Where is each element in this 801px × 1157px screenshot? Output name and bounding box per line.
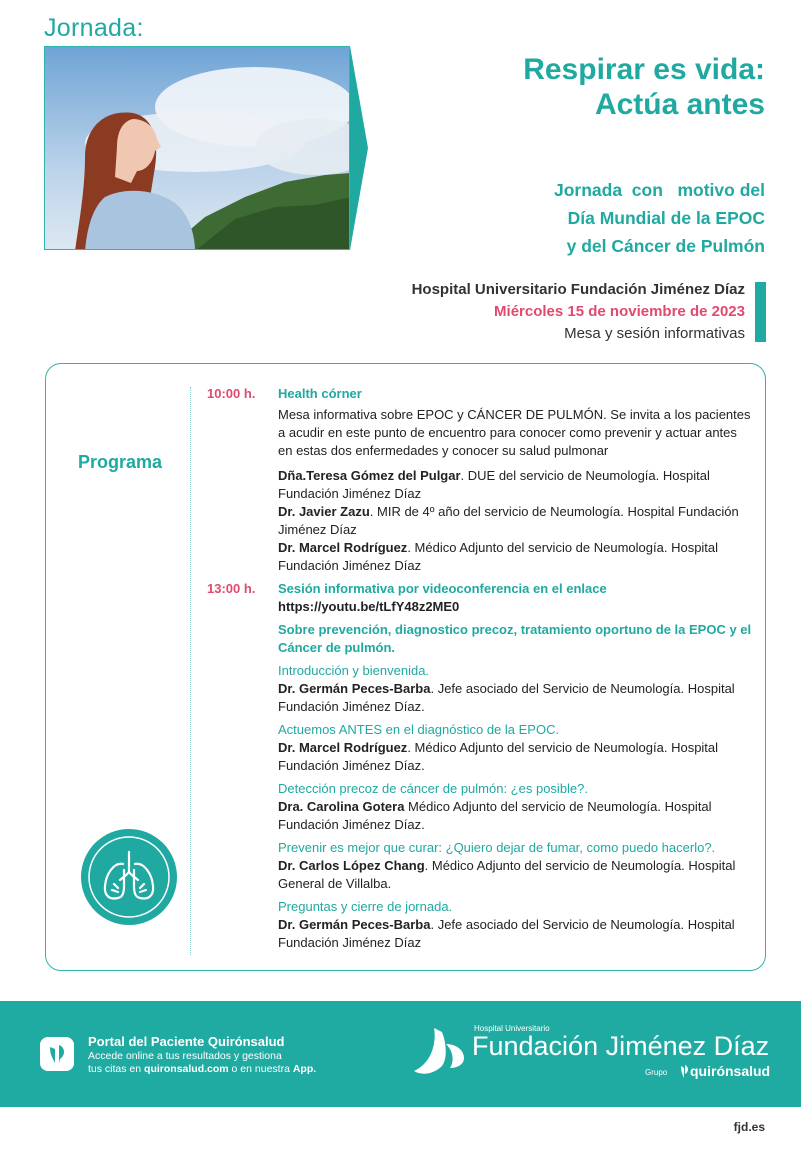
health-corner-description: Mesa informativa sobre EPOC y CÁNCER DE PULMÓN. Se invita a los pacientes a acudir en este punto de encuentro para conocer como prevenir y actuar antes en estas dos enfermedades y conocer su salud pulmonar (278, 407, 751, 458)
hero-image (44, 46, 350, 250)
youtube-link[interactable]: https://youtu.be/tLfY48z2ME0 (278, 599, 460, 614)
talk-speaker (278, 916, 754, 952)
subtitle-line-3: y del Cáncer de Pulmón (566, 236, 765, 256)
fjd-name: Fundación Jiménez Díaz (472, 1031, 770, 1061)
portal-text-part: o en nuestra (228, 1063, 293, 1075)
talk-title: Actuemos ANTES en el diagnóstico de la EPOC. (278, 722, 560, 737)
hospital-name: Hospital Universitario Fundación Jiménez Díaz (411, 281, 745, 298)
portal-app-link[interactable]: App. (292, 1063, 317, 1075)
speaker-role: Médico Adjunto del servicio de Neumología. Hospital Fundación Jiménez Díaz. (278, 799, 712, 832)
quironsalud-logo-icon (678, 1064, 690, 1080)
fjd-small-label: Hospital Universitario (474, 1024, 550, 1033)
talk-speaker (278, 739, 754, 775)
event-info (325, 279, 745, 345)
page-title (345, 52, 765, 122)
portal-text (88, 1050, 348, 1076)
portal-app-icon (40, 1037, 74, 1071)
speaker-item (278, 503, 754, 539)
talk-title: Preguntas y cierre de jornada. (278, 899, 453, 914)
speaker-role: . Jefe asociado del Servicio de Neumología. Hospital Fundación Jiménez Díaz. (278, 681, 735, 714)
programa-title: Programa (78, 452, 163, 472)
accent-bar (755, 282, 766, 342)
speaker-role: . Médico Adjunto del servicio de Neumología. Hospital Fundación Jiménez Díaz (278, 540, 719, 573)
talk-speaker (278, 857, 754, 893)
fjd-logo-icon (412, 1024, 470, 1078)
speaker-name: Dña.Teresa Gómez del Pulgar (278, 468, 461, 483)
portal-text-part: tus citas en (88, 1063, 145, 1075)
speaker-name: Dr. Germán Peces-Barba (278, 681, 431, 696)
lungs-icon (80, 828, 178, 926)
jornada-label: Jornada: (44, 14, 144, 42)
talk-title: Introducción y bienvenida. (278, 663, 430, 678)
website-link[interactable]: fjd.es (733, 1120, 765, 1134)
speaker-name: Dr. Javier Zazu (278, 504, 370, 519)
title-line-1: Respirar es vida: (523, 53, 765, 86)
talk-title: Prevenir es mejor que curar: ¿Quiero dejar de fumar, como puedo hacerlo?. (278, 840, 716, 855)
speaker-role: . Jefe asociado del Servicio de Neumología. Hospital Fundación Jiménez Díaz (278, 917, 735, 950)
speaker-name: Dr. Germán Peces-Barba (278, 917, 431, 932)
speaker-role: . DUE del servicio de Neumología. Hospital Fundación Jiménez Díaz (278, 468, 710, 501)
talk-speaker (278, 680, 754, 716)
portal-link[interactable]: quironsalud.com (144, 1063, 229, 1075)
portal-line-2 (88, 1063, 348, 1076)
portal-title: Portal del Paciente Quirónsalud (88, 1034, 285, 1049)
speaker-role: . Médico Adjunto del servicio de Neumología. Hospital General de Villalba. (278, 858, 736, 891)
subtitle-line-1: Jornada con motivo del (553, 180, 765, 200)
speaker-name: Dr. Marcel Rodríguez (278, 740, 408, 755)
time-10: 10:00 h. (207, 386, 256, 401)
session-topic: Sobre prevención, diagnostico precoz, tratamiento oportuno de la EPOC y el Cáncer de pulmón. (278, 622, 752, 655)
speaker-item (278, 467, 754, 503)
event-date: Miércoles 15 de noviembre de 2023 (494, 303, 745, 320)
speaker-item (278, 539, 754, 575)
quironsalud-label: quirónsalud (690, 1063, 771, 1079)
speaker-name: Dr. Carlos López Chang (278, 858, 425, 873)
portal-line-1: Accede online a tus resultados y gestiona (88, 1050, 282, 1062)
dotted-divider (190, 387, 191, 955)
subtitle (345, 176, 765, 260)
health-corner-heading: Health córner (278, 386, 362, 401)
title-line-2: Actúa antes (594, 88, 765, 121)
subtitle-line-2: Día Mundial de la EPOC (567, 208, 765, 228)
talk-speaker (278, 798, 754, 834)
grupo-label: Grupo (645, 1068, 668, 1077)
session-heading: Sesión informativa por videoconferencia en el enlace (278, 581, 607, 596)
speaker-role: . MIR de 4º año del servicio de Neumología. Hospital Fundación Jiménez Díaz (278, 504, 739, 537)
time-13: 13:00 h. (207, 581, 256, 596)
woman-breathing-illustration (45, 47, 350, 250)
talk-title: Detección precoz de cáncer de pulmón: ¿es posible?. (278, 781, 589, 796)
event-type: Mesa y sesión informativas (564, 325, 745, 342)
speaker-role: . Médico Adjunto del servicio de Neumología. Hospital Fundación Jiménez Díaz. (278, 740, 719, 773)
speaker-name: Dra. Carolina Gotera (278, 799, 405, 814)
speaker-name: Dr. Marcel Rodríguez (278, 540, 408, 555)
